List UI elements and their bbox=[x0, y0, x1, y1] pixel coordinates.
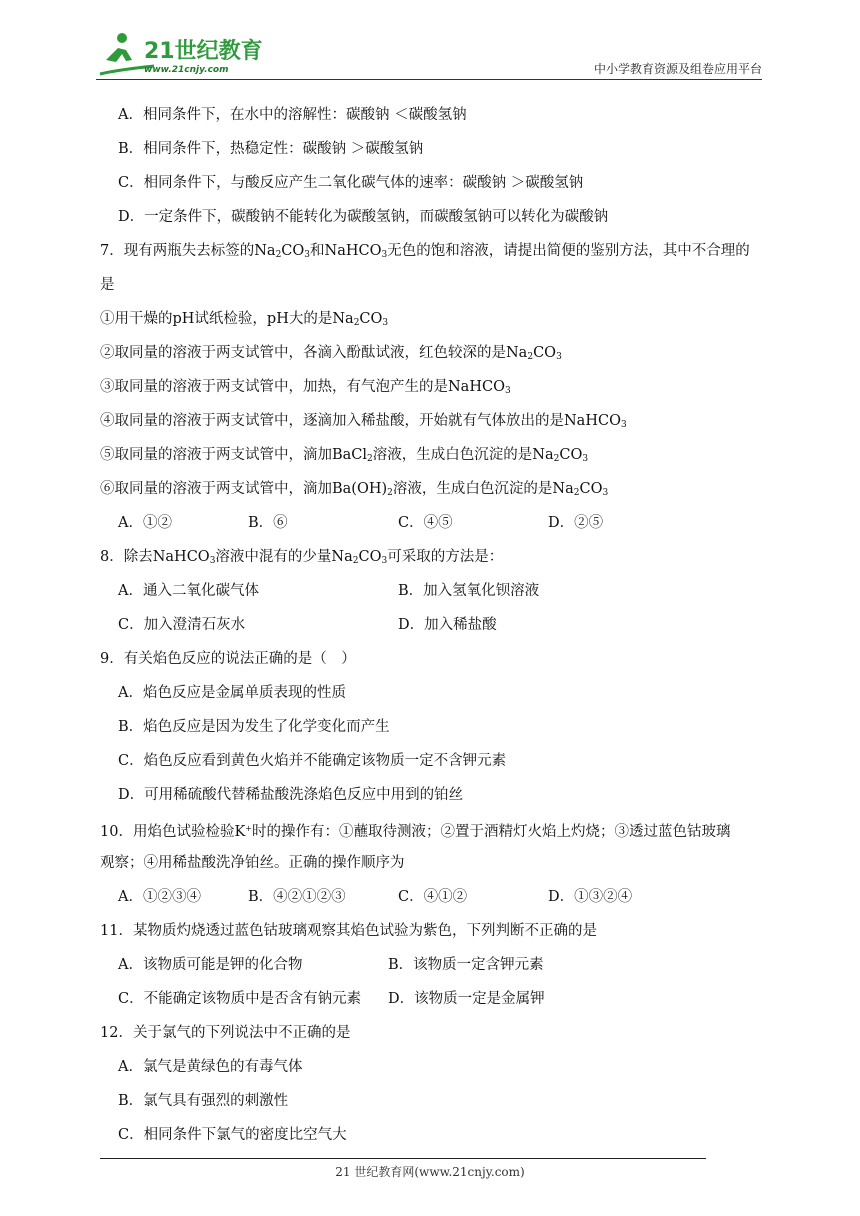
q8-option-d: D．加入稀盐酸 bbox=[398, 617, 497, 633]
q7-stem: 7．现有两瓶失去标签的$Na_2CO_3$和NaHCO$_3$无色的饱和溶液，请提出简便的鉴别方法，其中不合理的 bbox=[100, 243, 750, 260]
q7-statement-5: ⑤取同量的溶液于两支试管中，滴加BaCl$_2$溶液，生成白色沉淀的是$Na_2CO_3$ bbox=[100, 447, 589, 464]
q6-option-a: A．相同条件下，在水中的溶解性：碳酸钠 ＜碳酸氢钠 bbox=[118, 107, 467, 123]
q7-option-c: C．④⑤ bbox=[398, 515, 453, 531]
q6-option-c: C．相同条件下，与酸反应产生二氧化碳气体的速率：碳酸钠 ＞碳酸氢钠 bbox=[118, 175, 584, 191]
footer-text: 21 世纪教育网(www.21cnjy.com) bbox=[335, 1165, 525, 1179]
q7-option-a: A．①② bbox=[118, 515, 172, 531]
q10-options bbox=[100, 882, 768, 916]
q12-stem: 12．关于氯气的下列说法中不正确的是 bbox=[100, 1025, 351, 1041]
q7-statement-2: ②取同量的溶液于两支试管中，各滴入酚酞试液，红色较深的是$Na_2CO_3$ bbox=[100, 345, 562, 362]
q8-options-row2 bbox=[100, 610, 768, 644]
logo-main-text: 21世纪教育 bbox=[144, 39, 263, 64]
q7-stem-cont: 是 bbox=[100, 277, 115, 293]
q10-option-b: B．④②①②③ bbox=[248, 889, 346, 905]
page-header bbox=[96, 30, 762, 82]
q8-stem: 8．除去NaHCO$_3$溶液中混有的少量$Na_2CO_3$可采取的方法是： bbox=[100, 549, 504, 566]
q11-options-row2 bbox=[100, 984, 768, 1018]
q11-stem: 11．某物质灼烧透过蓝色钴玻璃观察其焰色试验为紫色，下列判断不正确的是 bbox=[100, 923, 597, 939]
q9-option-c: C．焰色反应看到黄色火焰并不能确定该物质一定不含钾元素 bbox=[118, 753, 507, 769]
q9-option-a: A．焰色反应是金属单质表现的性质 bbox=[118, 685, 346, 701]
site-logo bbox=[96, 30, 266, 78]
q10-option-a: A．①②③④ bbox=[118, 889, 201, 905]
q7-statement-4: ④取同量的溶液于两支试管中，逐滴加入稀盐酸，开始就有气体放出的是NaHCO$_3$ bbox=[100, 413, 627, 430]
q12-option-b: B．氯气具有强烈的刺激性 bbox=[118, 1093, 289, 1109]
q10-option-d: D．①③②④ bbox=[548, 889, 633, 905]
footer-divider bbox=[100, 1158, 706, 1159]
q11-option-a: A．该物质可能是钾的化合物 bbox=[118, 957, 303, 973]
q11-options-row1 bbox=[100, 950, 768, 984]
q11-option-d: D．该物质一定是金属钾 bbox=[388, 991, 545, 1007]
q9-stem: 9．有关焰色反应的说法正确的是（ ） bbox=[100, 651, 356, 667]
q12-option-c: C．相同条件下氯气的密度比空气大 bbox=[118, 1127, 347, 1143]
q9-option-b: B．焰色反应是因为发生了化学变化而产生 bbox=[118, 719, 390, 735]
q7-statement-1: ①用干燥的pH试纸检验，pH大的是$Na_2CO_3$ bbox=[100, 311, 389, 328]
q10-stem: 10．用焰色试验检验K+时的操作有：①蘸取待测液；②置于酒精灯火焰上灼烧；③透过蓝色钴玻璃 bbox=[100, 824, 731, 840]
q7-options bbox=[100, 508, 768, 542]
q10-stem-cont: 观察；④用稀盐酸洗净铂丝。正确的操作顺序为 bbox=[100, 855, 405, 871]
q7-option-b: B．⑥ bbox=[248, 515, 288, 531]
q7-statement-3: ③取同量的溶液于两支试管中，加热，有气泡产生的是NaHCO$_3$ bbox=[100, 379, 511, 396]
q7-statement-6: ⑥取同量的溶液于两支试管中，滴加$Ba(OH)_2$溶液，生成白色沉淀的是$Na_2CO_3$ bbox=[100, 481, 609, 498]
q6-option-d: D．一定条件下，碳酸钠不能转化为碳酸氢钠，而碳酸氢钠可以转化为碳酸钠 bbox=[118, 209, 609, 225]
q8-options-row1 bbox=[100, 576, 768, 610]
q11-option-c: C．不能确定该物质中是否含有钠元素 bbox=[118, 991, 362, 1007]
q7-option-d: D．②⑤ bbox=[548, 515, 604, 531]
q8-option-a: A．通入二氧化碳气体 bbox=[118, 583, 259, 599]
q9-option-d: D．可用稀硫酸代替稀盐酸洗涤焰色反应中用到的铂丝 bbox=[118, 787, 464, 803]
logo-sub-text: www.21cnjy.com bbox=[144, 65, 229, 75]
question-content bbox=[100, 100, 768, 1154]
q8-option-b: B．加入氢氧化钡溶液 bbox=[398, 583, 540, 599]
q12-option-a: A．氯气是黄绿色的有毒气体 bbox=[118, 1059, 303, 1075]
q8-option-c: C．加入澄清石灰水 bbox=[118, 617, 246, 633]
platform-name: 中小学教育资源及组卷应用平台 bbox=[593, 62, 762, 76]
q6-option-b: B．相同条件下，热稳定性：碳酸钠 ＞碳酸氢钠 bbox=[118, 141, 424, 157]
q11-option-b: B．该物质一定含钾元素 bbox=[388, 957, 544, 973]
q10-option-c: C．④①② bbox=[398, 889, 468, 905]
header-divider bbox=[96, 79, 762, 80]
